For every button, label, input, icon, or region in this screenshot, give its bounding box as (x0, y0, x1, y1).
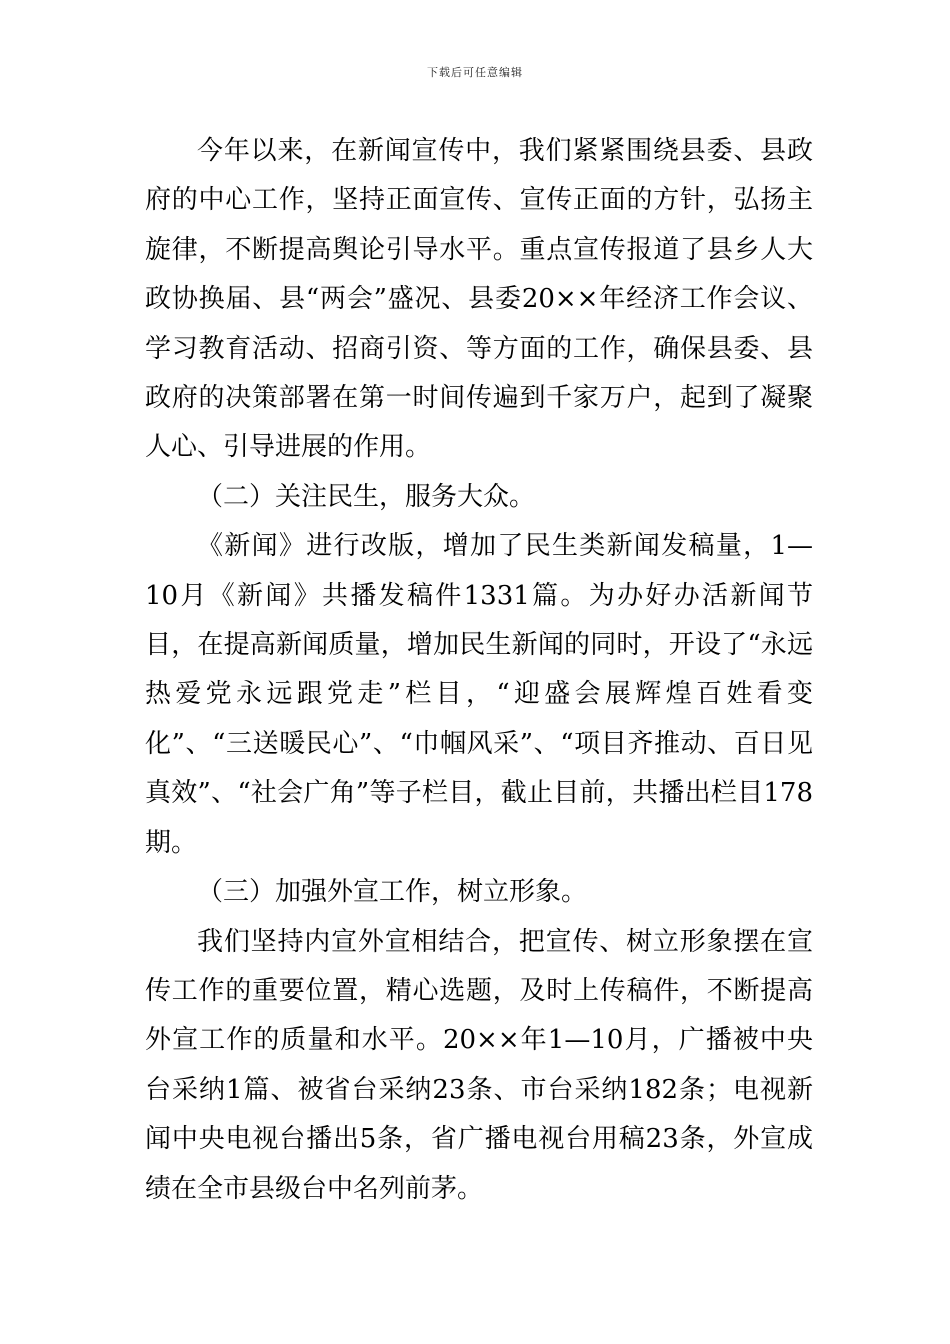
document-body (145, 127, 813, 1214)
paragraph-livelihood: 《新闻》进行改版，增加了民生类新闻发稿量，1—10月《新闻》共播发稿件1331篇。为办好办活新闻节目，在提高新闻质量，增加民生新闻的同时，开设了“永远热爱党永远跟党走”栏目，“迎盛会展辉煌百姓看变化”、“三送暖民心”、“巾帼风采”、“项目齐推动、百日见真效”、“社会广角”等子栏目，截止目前，共播出栏目178期。 (145, 531, 813, 858)
page-header-note: 下载后可任意编辑 (427, 66, 523, 79)
section-heading-livelihood: （二）关注民生，服务大众。 (197, 481, 536, 512)
paragraph-external-publicity: 我们坚持内宣外宣相结合，把宣传、树立形象摆在宣传工作的重要位置，精心选题，及时上传稿件，不断提高外宣工作的质量和水平。20××年1—10月，广播被中央台采纳1篇、被省台采纳23条、市台采纳182条；电视新闻中央电视台播出5条，省广播电视台用稿23条，外宣成绩在全市县级台中名列前茅。 (145, 926, 813, 1204)
paragraph-news-publicity: 今年以来，在新闻宣传中，我们紧紧围绕县委、县政府的中心工作，坚持正面宣传、宣传正面的方针，弘扬主旋律，不断提高舆论引导水平。重点宣传报道了县乡人大政协换届、县“两会”盛况、县委20××年经济工作会议、学习教育活动、招商引资、等方面的工作，确保县委、县政府的决策部署在第一时间传遍到千家万户，起到了凝聚人心、引导进展的作用。 (145, 136, 813, 463)
section-heading-external-publicity: （三）加强外宣工作，树立形象。 (197, 877, 588, 908)
